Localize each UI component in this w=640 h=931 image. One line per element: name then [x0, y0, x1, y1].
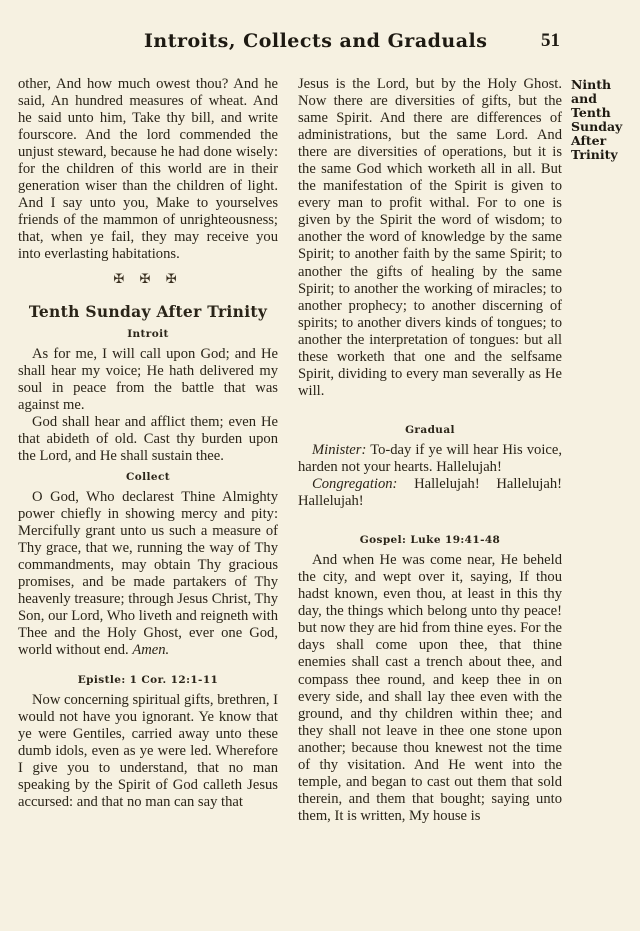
margin-note	[571, 78, 637, 162]
introit-paragraph-2: God shall hear and afflict them; even He that abideth of old. Cast thy burden upon the Lord, and He shall sustain thee.	[18, 413, 278, 464]
margin-note-line: After	[571, 133, 607, 148]
introit-heading: Introit	[127, 327, 169, 340]
epistle-heading: Epistle: 1 Cor. 12:1-11	[77, 673, 219, 686]
gradual-congregation	[298, 476, 562, 510]
margin-note-line: Trinity	[571, 147, 618, 162]
gradual-heading: Gradual	[405, 423, 455, 436]
gradual-minister	[298, 442, 562, 476]
gospel-heading: Gospel: Luke 19:41-48	[359, 534, 501, 547]
page-number: 51	[541, 30, 560, 51]
continued-gospel-text: other, And how much owest thou? And he said, An hundred measures of wheat. And he said unto him, Take thy bill, and write fourscore. And the lord commended the unjust steward, because he had done wisely: for the children of this world are in their generation wiser than the children of light. And I say unto you, Make to yourselves friends of the mammon of unrighteousness; that, when ye fail, they may receive you into everlasting habitations.	[18, 76, 278, 263]
left-column	[18, 76, 278, 811]
collect-body: O God, Who declarest Thine Almighty power chiefly in showing mercy and pity: Mercifully grant unto us such a measure of Thy grace, that we, running the way of Thy commandments, may obtain Thy gracious promises, and be made partakers of Thy heavenly treasure; through Jesus Christ, Thy Son, our Lord, Who liveth and reigneth with Thee and the Holy Ghost, ever one God, world without end.	[18, 489, 278, 659]
gospel-text: And when He was come near, He beheld the city, and wept over it, saying, If thou hadst known, even thou, at least in this thy day, the things which belong unto thy peace! but now they are hid from thine eyes. For the days shall come upon thee, that thine enemies shall cast a trench about thee, and compass thee round, and keep thee in on every side, and shall lay thee even with the ground, and thy children within thee; and they shall not leave in thee one stone upon another; because thou knewest not the time of thy visitation. And He went into the temple, and began to cast out them that sold therein, and them that bought; saying unto them, It is written, My house is	[298, 552, 562, 824]
margin-note-line: Ninth and	[571, 77, 612, 106]
sunday-title: Tenth Sunday After Trinity	[28, 301, 268, 321]
congregation-text: Hallelujah! Hallelujah! Hallelujah!	[298, 476, 562, 510]
collect-text	[18, 489, 278, 659]
collect-heading: Collect	[125, 470, 171, 483]
margin-note-line: Tenth	[571, 105, 611, 120]
minister-label: Minister:	[312, 441, 367, 458]
epistle-text: Now concerning spiritual gifts, brethren, I would not have you ignorant. Ye know that ye were Gentiles, carried away unto these dumb idols, even as ye were led. Wherefore I give you to understand, that no man speaking by the Spirit of God calleth Jesus accursed: and that no man can say that	[18, 691, 278, 810]
minister-text: To-day if ye will hear His voice, harden not your hearts. Hallelujah!	[298, 441, 563, 475]
section-divider-crosses: ✠ ✠ ✠	[113, 270, 183, 286]
right-column	[298, 76, 562, 825]
page-header	[0, 30, 640, 60]
running-title: Introits, Collects and Graduals	[144, 30, 488, 52]
margin-note-line: Sunday	[571, 119, 623, 134]
introit-paragraph-1: As for me, I will call upon God; and He shall hear my voice; He hath delivered my soul in peace from the battle that was against me.	[18, 345, 278, 413]
congregation-label: Congregation:	[312, 476, 398, 493]
epistle-continued-text: Jesus is the Lord, but by the Holy Ghost. Now there are diversities of gifts, but the same Spirit. And there are differences of administrations, but the same Lord. And there are diversities of operations, but it is the same God which worketh all in all. But the manifestation of the Spirit is given to every man to profit withal. For to one is given by the Spirit the word of wisdom; to another the word of knowledge by the same Spirit; to another faith by the same Spirit; to another the gifts of healing by the same Spirit; to another the working of miracles; to another prophecy; to another discerning of spirits; to another divers kinds of tongues; to another the interpretation of tongues: but all these worketh that one and the selfsame Spirit, dividing to every man severally as He will.	[298, 76, 562, 399]
collect-amen: Amen.	[132, 642, 170, 659]
